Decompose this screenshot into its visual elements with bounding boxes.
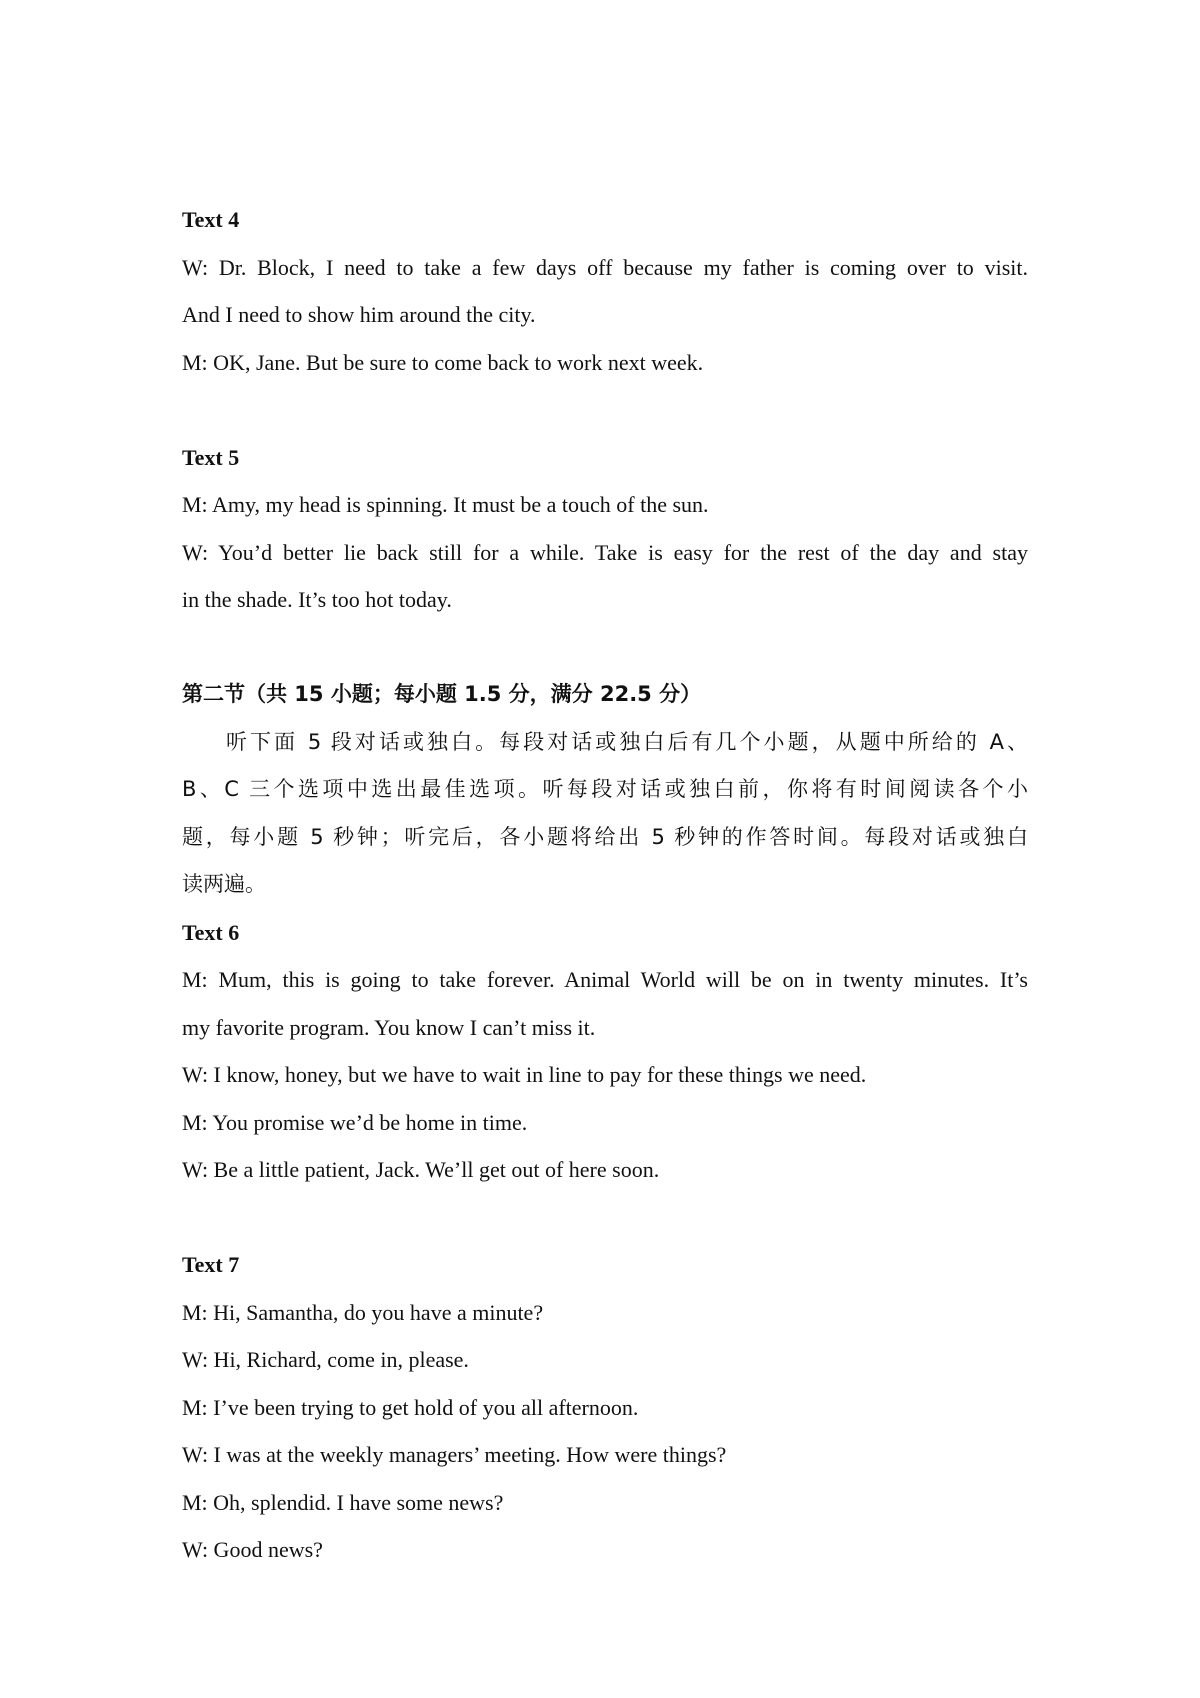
text-4-title: Text 4 (182, 207, 240, 232)
text-4-block (182, 196, 1028, 386)
instruction-line: 听下面 5 段对话或独白。每段对话或独白后有几个小题，从题中所给的 A、 (226, 729, 1028, 754)
dialogue-line: M: Mum, this is going to take forever. Animal World will be on in twenty minutes. It’s (182, 967, 1028, 992)
instruction-line: 读两遍。 (182, 872, 266, 896)
dialogue-line: M: OK, Jane. But be sure to come back to work next week. (182, 349, 704, 375)
instruction-line: B、C 三个选项中选出最佳选项。听每段对话或独白前，你将有时间阅读各个小 (182, 777, 1028, 801)
spacer (182, 624, 1028, 672)
section-2-block (182, 671, 1028, 909)
dialogue-line: W: I know, honey, but we have to wait in line to pay for these things we need. (182, 1062, 867, 1087)
dialogue-line: M: Amy, my head is spinning. It must be a touch of the sun. (182, 492, 709, 517)
dialogue-line: M: I’ve been trying to get hold of you all afternoon. (182, 1394, 639, 1420)
text-7-title: Text 7 (182, 1252, 240, 1277)
dialogue-line: M: Hi, Samantha, do you have a minute? (182, 1299, 544, 1325)
text-5-block (182, 434, 1028, 624)
spacer (182, 386, 1028, 434)
dialogue-line: W: I was at the weekly managers’ meeting. How were things? (182, 1442, 727, 1467)
dialogue-line: And I need to show him around the city. (182, 302, 536, 327)
section-2-heading: 第二节（共 15 小题；每小题 1.5 分，满分 22.5 分） (182, 682, 702, 706)
text-6-block (182, 909, 1028, 1194)
dialogue-line: W: Good news? (182, 1537, 323, 1562)
dialogue-line: M: You promise we’d be home in time. (182, 1109, 528, 1135)
instruction-line: 题，每小题 5 秒钟；听完后，各小题将给出 5 秒钟的作答时间。每段对话或独白 (182, 824, 1028, 849)
spacer (182, 1194, 1028, 1242)
dialogue-line: M: Oh, splendid. I have some news? (182, 1489, 504, 1515)
dialogue-line: in the shade. It’s too hot today. (182, 587, 452, 612)
dialogue-line: W: Dr. Block, I need to take a few days off because my father is coming over to visit. (182, 254, 1028, 280)
dialogue-line: W: Be a little patient, Jack. We’ll get out of here soon. (182, 1157, 660, 1182)
dialogue-line: my favorite program. You know I can’t miss it. (182, 1014, 596, 1040)
dialogue-line: W: You’d better lie back still for a while. Take is easy for the rest of the day and stay (182, 539, 1028, 565)
text-7-block (182, 1241, 1028, 1574)
document-page (182, 196, 1028, 1574)
dialogue-line: W: Hi, Richard, come in, please. (182, 1347, 469, 1372)
text-6-title: Text 6 (182, 919, 240, 945)
text-5-title: Text 5 (182, 444, 240, 470)
